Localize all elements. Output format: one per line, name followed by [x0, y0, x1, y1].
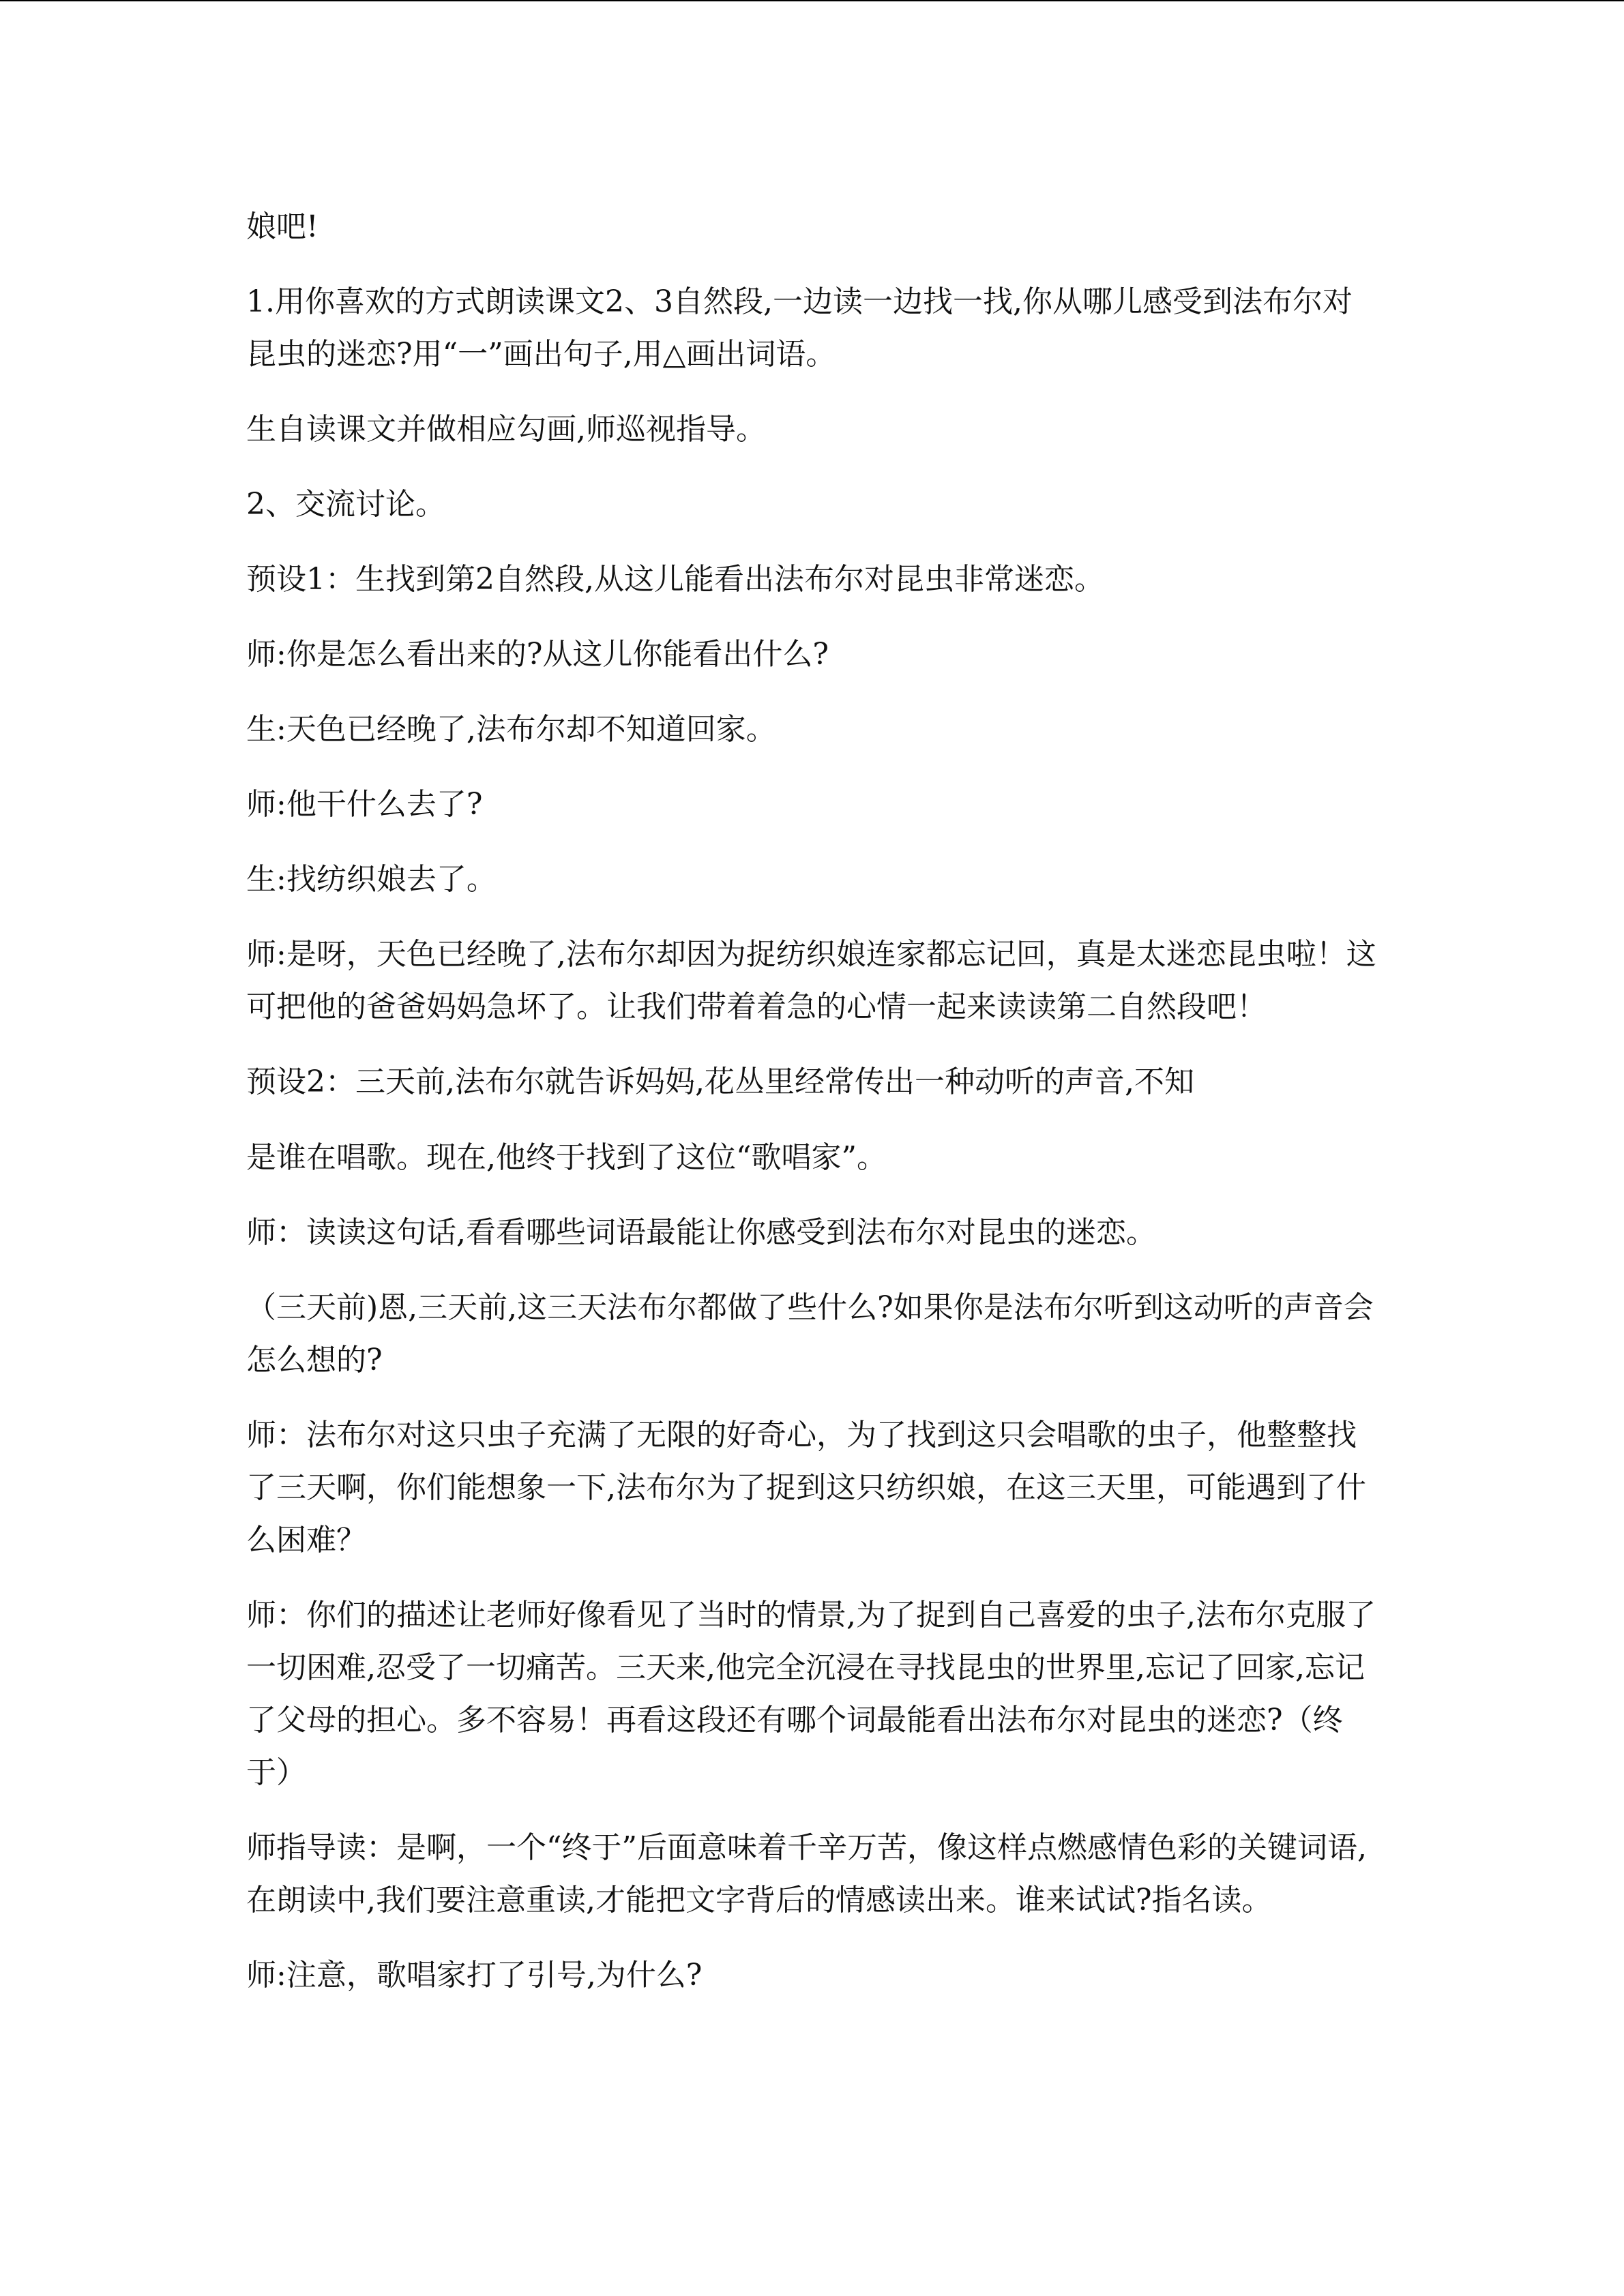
paragraph-self-reading: 生自读课文并做相应勾画,师巡视指导。	[246, 412, 766, 447]
paragraph-student-reply: 生:找纺织娘去了。	[246, 862, 497, 897]
paragraph-teacher-question: 师:你是怎么看出来的?从这儿你能看出什么?	[246, 637, 829, 672]
paragraph-three-days: （三天前)恩,三天前,这三天法布尔都做了些什么?如果你是法布尔听到这动听的声音会怎么想的?	[246, 1290, 1374, 1377]
paragraph-task-1: 1.用你喜欢的方式朗读课文2、3自然段,一边读一边找一找,你从哪儿感受到法布尔对昆虫的迷恋?用“一”画出句子,用△画出词语。	[246, 284, 1353, 372]
paragraph-teacher-reading-prompt: 师：读读这句话,看看哪些词语最能让你感受到法布尔对昆虫的迷恋。	[246, 1215, 1156, 1250]
paragraph-teacher-description: 师：你们的描述让老师好像看见了当时的情景,为了捉到自己喜爱的虫子,法布尔克服了一切困难,忍受了一切痛苦。三天来,他完全沉浸在寻找昆虫的世界里,忘记了回家,忘记了父母的担心。多不容易！再看这段还有哪个词最能看出法布尔对昆虫的迷恋?（终于）	[246, 1598, 1376, 1790]
paragraph-teacher-followup: 师:他干什么去了?	[246, 787, 483, 822]
document-body	[246, 200, 1377, 2024]
paragraph-teacher-summary: 师:是呀，天色已经晚了,法布尔却因为捉纺织娘连家都忘记回，真是太迷恋昆虫啦！这可把他的爸爸妈妈急坏了。让我们带着着急的心情一起来读读第二自然段吧！	[246, 937, 1376, 1024]
paragraph-teacher-curiosity: 师：法布尔对这只虫子充满了无限的好奇心，为了找到这只会唱歌的虫子，他整整找了三天啊，你们能想象一下,法布尔为了捉到这只纺织娘，在这三天里，可能遇到了什么困难？	[246, 1418, 1366, 1557]
paragraph-quotation-question: 师:注意，歌唱家打了引号,为什么?	[246, 1958, 703, 1993]
paragraph-preset-2: 预设2：三天前,法布尔就告诉妈妈,花丛里经常传出一种动听的声音,不知	[246, 1064, 1194, 1099]
paragraph-discussion-heading: 2、交流讨论。	[246, 487, 445, 522]
paragraph-preset-2-continued: 是谁在唱歌。现在,他终于找到了这位“歌唱家”。	[246, 1140, 887, 1175]
paragraph-guided-reading: 师指导读：是啊，一个“终于”后面意味着千辛万苦，像这样点燃感情色彩的关键词语,在朗读中,我们要注意重读,才能把文字背后的情感读出来。谁来试试?指名读。	[246, 1830, 1367, 1918]
paragraph-student-answer: 生:天色已经晚了,法布尔却不知道回家。	[246, 712, 776, 747]
paragraph-continuation: 娘吧!	[246, 209, 319, 244]
paragraph-preset-1: 预设1：生找到第2自然段,从这儿能看出法布尔对昆虫非常迷恋。	[246, 562, 1104, 597]
